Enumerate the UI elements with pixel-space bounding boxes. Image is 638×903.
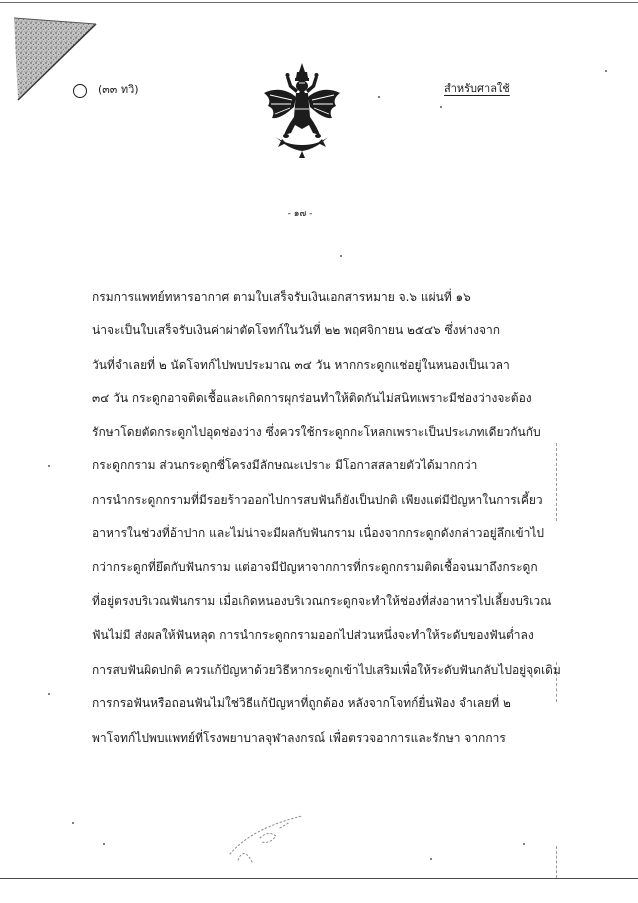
scan-speck — [72, 822, 74, 824]
margin-fold-mark — [556, 662, 557, 702]
scan-speck — [440, 106, 442, 108]
garuda-crown — [296, 72, 308, 78]
body-line: ฟันไม่มี ส่งผลให้ฟันหลุด การนำกระดูกกรามออกไปส่วนหนึ่งจะทำให้ระดับของฟันต่ำลง — [92, 628, 534, 642]
margin-fold-mark — [556, 443, 557, 521]
scan-speck — [340, 255, 342, 257]
body-line: วันที่จำเลยที่ ๒ นัดโจทก์ไปพบประมาณ ๓๔ วัน หากกระดูกแช่อยู่ในหนองเป็นเวลา — [92, 358, 510, 372]
scan-corner-artifact — [10, 12, 102, 104]
garuda-legs — [284, 117, 320, 135]
body-line: ที่อยู่ตรงบริเวณฟันกราม เมื่อเกิดหนองบริเวณกระดูกจะทำให้ช่องที่ส่งอาหารไปเลี้ยงบริเวณ — [92, 594, 552, 608]
body-line: น่าจะเป็นใบเสร็จรับเงินค่าผ่าตัดโจทก์ในวันที่ ๒๒ พฤศจิกายน ๒๕๔๖ ซึ่งห่างจาก — [92, 323, 501, 337]
scan-edge-top — [0, 2, 638, 3]
body-line: กว่ากระดูกที่ยึดกับฟันกราม แต่อาจมีปัญหาจากการที่กระดูกกรามติดเชื้อจนมาถึงกระดูก — [92, 560, 538, 574]
scan-speck — [48, 693, 50, 695]
scan-speck — [103, 843, 105, 845]
body-line: กรมการแพทย์ทหารอากาศ ตามใบเสร็จรับเงินเอกสารหมาย จ.๖ แผ่นที่ ๑๖ — [92, 290, 471, 304]
scan-speck — [605, 70, 607, 72]
hole-punch-circle — [73, 84, 87, 98]
margin-fold-mark — [556, 846, 557, 878]
garuda-emblem — [262, 63, 342, 158]
body-line: รักษาโดยตัดกระดูกไปอุดช่องว่าง ซึ่งควรใช้กระดูกกะโหลกเพราะเป็นประเภทเดียวกันกับ — [92, 425, 541, 439]
page-number: - ๑๗ - — [287, 209, 313, 219]
body-line: การสบฟันผิดปกติ ควรแก้ปัญหาด้วยวิธีหากระดูกเข้าไปเสริมเพื่อให้ระดับฟันกลับไปอยู่จุดเดิม — [92, 663, 561, 677]
scan-speck — [48, 465, 50, 467]
form-code: (๓๓ ทวิ) — [98, 83, 139, 96]
body-line: อาหารในช่วงที่อ้าปาก และไม่น่าจะมีผลกับฟันกราม เนื่องจากกระดูกดังกล่าวอยู่ลึกเข้าไป — [92, 526, 545, 540]
body-line: การกรอฟันหรือถอนฟันไม่ใช่วิธีแก้ปัญหาที่ถูกต้อง หลังจากโจทก์ยื่นฟ้อง จำเลยที่ ๒ — [92, 696, 511, 710]
body-line: การนำกระดูกกรามที่มีรอยร้าวออกไปการสบฟันก็ยังเป็นปกติ เพียงแต่มีปัญหาในการเคี้ยว — [92, 493, 543, 507]
court-use-label: สำหรับศาลใช้ — [444, 82, 510, 95]
garuda-body — [294, 93, 310, 117]
scan-speck — [378, 96, 380, 98]
body-line: พาโจทก์ไปพบแพทย์ที่โรงพยาบาลจุฬาลงกรณ์ เพื่อตรวจอาการและรักษา จากการ — [92, 731, 506, 745]
scan-speck — [430, 858, 432, 860]
scan-edge-bottom — [0, 878, 638, 879]
signature-scribble — [220, 808, 320, 870]
garuda-crown-spire — [299, 63, 305, 72]
body-line: ๓๔ วัน กระดูกอาจติดเชื้อและเกิดการผุกร่อนทำให้ติดกันไม่สนิทเพราะมีช่องว่างจะต้อง — [92, 391, 532, 405]
scan-speck — [523, 843, 525, 845]
body-line: กระดูกกราม ส่วนกระดูกซี่โครงมีลักษณะเปราะ มีโอกาสสลายตัวได้มากกว่า — [92, 458, 478, 472]
